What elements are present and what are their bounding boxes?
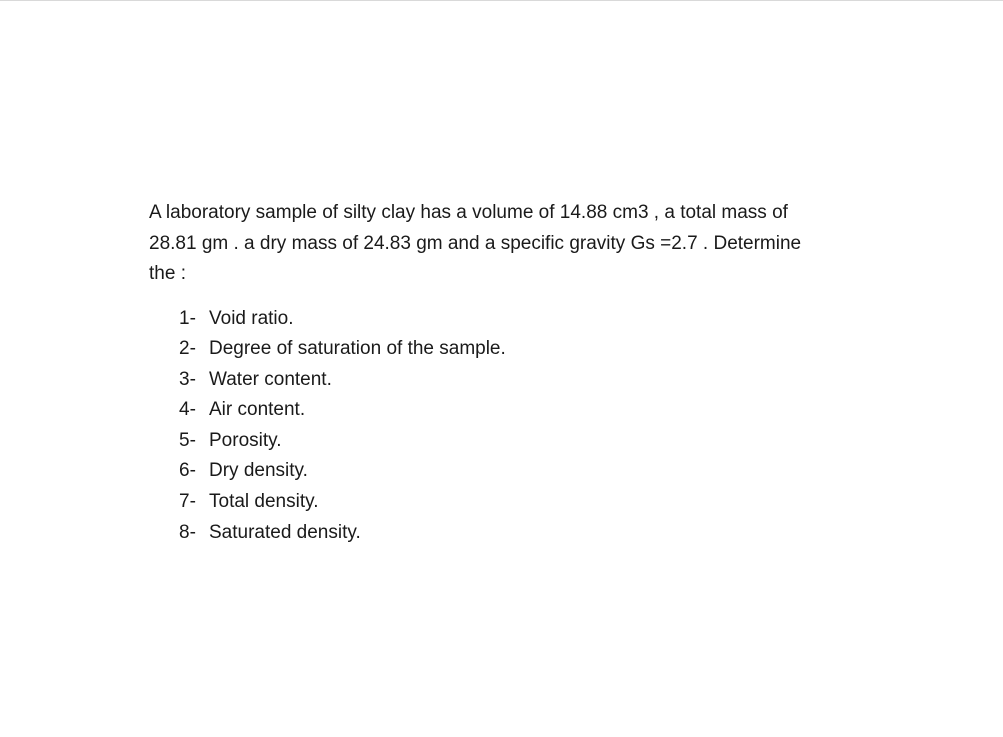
problem-line-1: A laboratory sample of silty clay has a volume of 14.88 cm3 , a total mass of <box>149 202 788 223</box>
top-divider <box>0 0 1003 1</box>
list-item-label: Total density. <box>209 491 319 513</box>
list-item-number: 2- <box>179 338 196 360</box>
list-item-number: 4- <box>179 399 196 421</box>
list-item <box>149 426 879 457</box>
list-item-label: Air content. <box>209 399 306 421</box>
list-item <box>149 518 879 549</box>
list-item-number: 1- <box>179 307 196 329</box>
list-item <box>149 395 879 426</box>
list-item-label: Water content. <box>209 368 332 390</box>
list-item <box>149 487 879 518</box>
problem-line-2: 28.81 gm . a dry mass of 24.83 gm and a specific gravity Gs =2.7 . Determine <box>149 232 802 254</box>
list-item <box>149 456 879 487</box>
list-item <box>149 365 879 396</box>
list-item-number: 6- <box>179 460 196 482</box>
list-item-number: 5- <box>179 429 196 451</box>
list-item-label: Porosity. <box>209 429 282 451</box>
list-item <box>149 334 879 365</box>
list-item-label: Dry density. <box>209 460 308 482</box>
list-item <box>149 304 879 335</box>
document-page <box>149 198 879 548</box>
problem-line-3: the : <box>149 263 186 284</box>
list-item-label: Saturated density. <box>209 521 361 543</box>
list-item-number: 8- <box>179 521 196 543</box>
problem-statement <box>149 198 874 290</box>
list-item-number: 7- <box>179 491 196 513</box>
task-list <box>149 304 879 549</box>
list-item-label: Void ratio. <box>209 307 294 329</box>
list-item-number: 3- <box>179 368 196 390</box>
list-item-label: Degree of saturation of the sample. <box>209 338 506 360</box>
